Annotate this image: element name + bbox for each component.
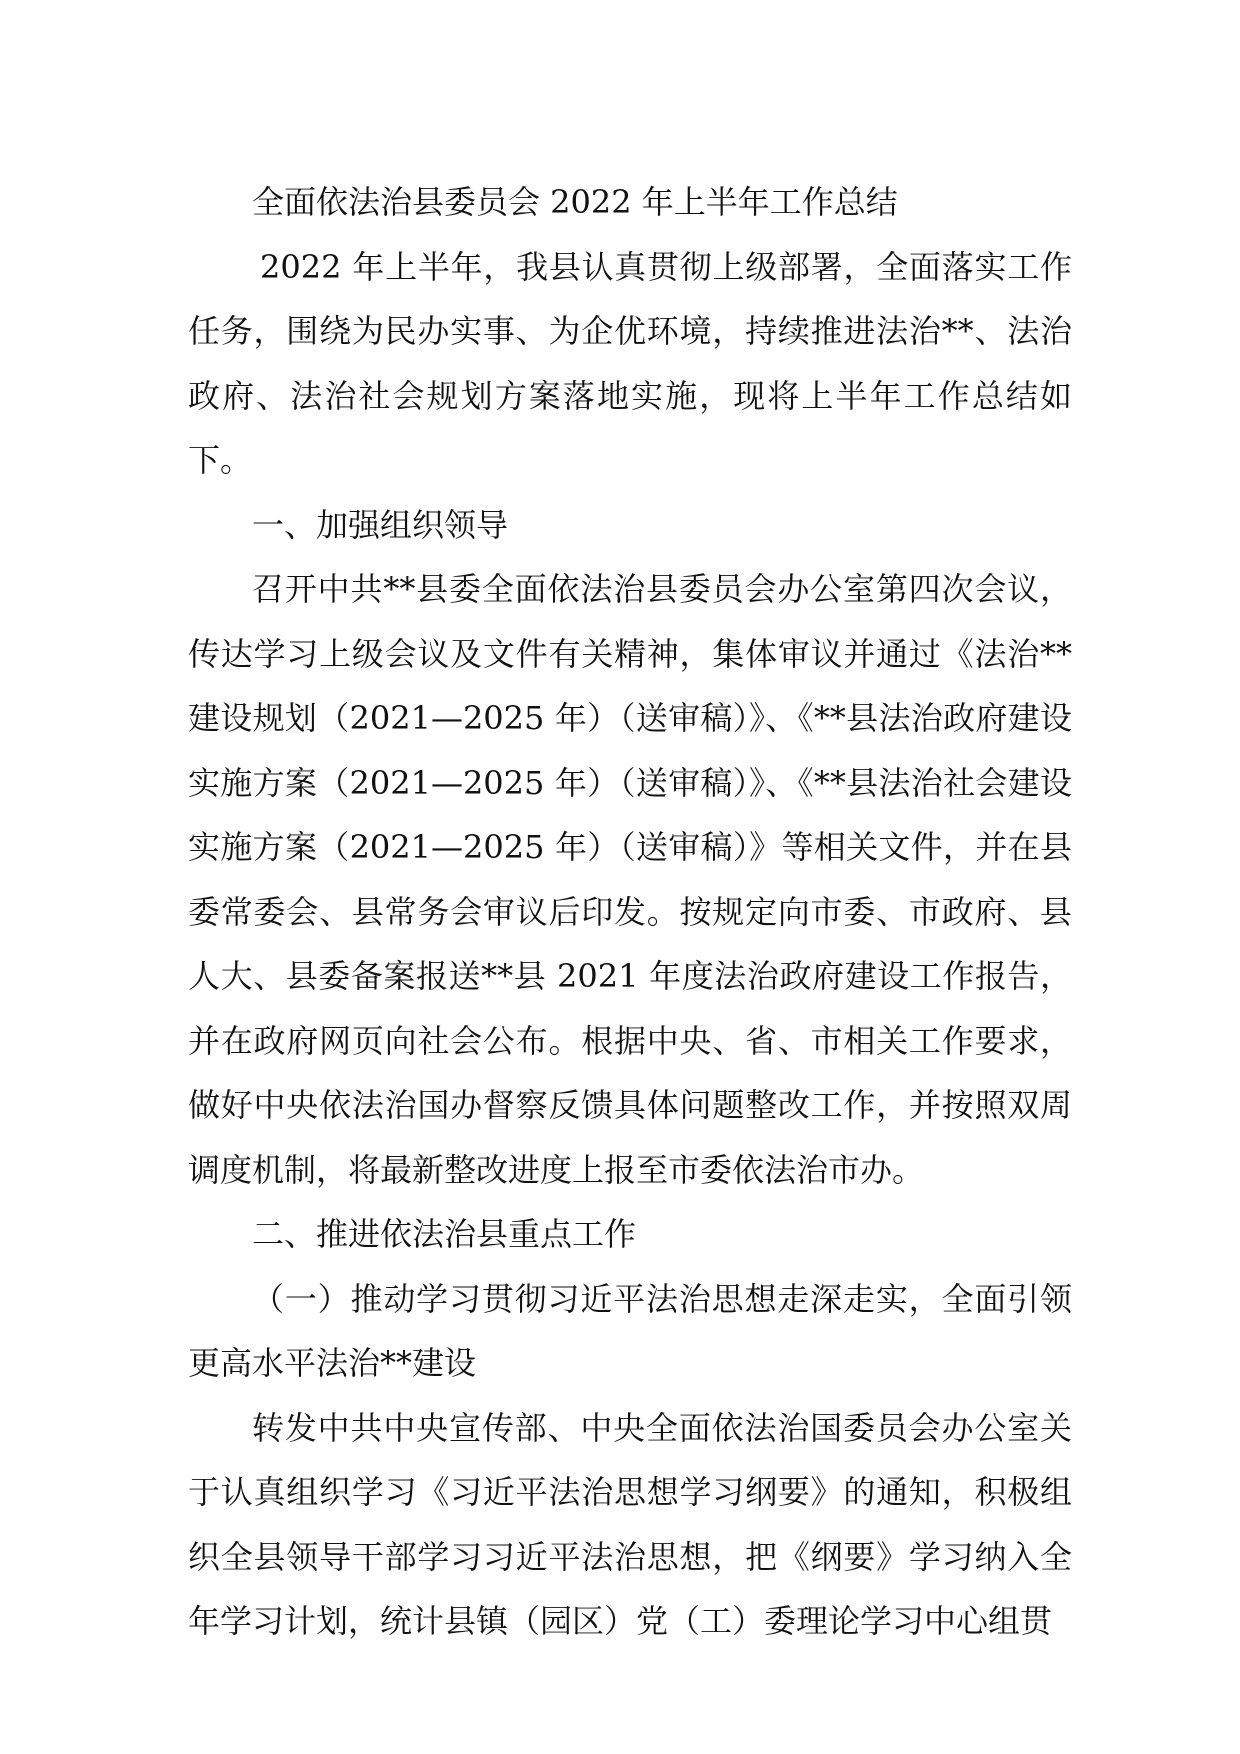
subsection-1-paragraph: 转发中共中央宣传部、中央全面依法治国委员会办公室关于认真组织学习《习近平法治思想学习纲要》的通知，积极组织全县领导干部学习习近平法治思想，把《纲要》学习纳入全年学习计划，统计县镇（园区）党（工）委理论学习中心组贯 xyxy=(188,1408,1072,1640)
section-heading-2: 二、推进依法治县重点工作 xyxy=(252,1215,637,1253)
document-body xyxy=(188,170,1072,1654)
subsection-heading-1: （一）推动学习贯彻习近平法治思想走深走实，全面引领更高水平法治**建设 xyxy=(188,1279,1072,1382)
intro-paragraph: 2022 年上半年，我县认真贯彻上级部署，全面落实工作任务，围绕为民办实事、为企优环境，持续推进法治**、法治政府、法治社会规划方案落地实施，现将上半年工作总结如下。 xyxy=(188,247,1072,479)
section-heading-1: 一、加强组织领导 xyxy=(252,505,509,544)
document-title: 全面依法治县委员会 2022 年上半年工作总结 xyxy=(252,183,898,221)
section-1-paragraph: 召开中共**县委全面依法治县委员会办公室第四次会议，传达学习上级会议及文件有关精神，集体审议并通过《法治**建设规划（2021—2025 年）（送审稿）》、《**县法治政府建设实施方案（2021—2025 年）（送审稿）》、《**县法治社会建设实施方案（2021—2025 年）（送审稿）》等相关文件，并在县委常委会、县常务会审议后印发。按规定向市委、市政府、县人大、县委备案报送**县 2021 年度法治政府建设工作报告，并在政府网页向社会公布。根据中央、省、市相关工作要求，做好中央依法治国办督察反馈具体问题整改工作，并按照双周调度机制，将最新整改进度上报至市委依法治市办。 xyxy=(188,570,1072,1189)
